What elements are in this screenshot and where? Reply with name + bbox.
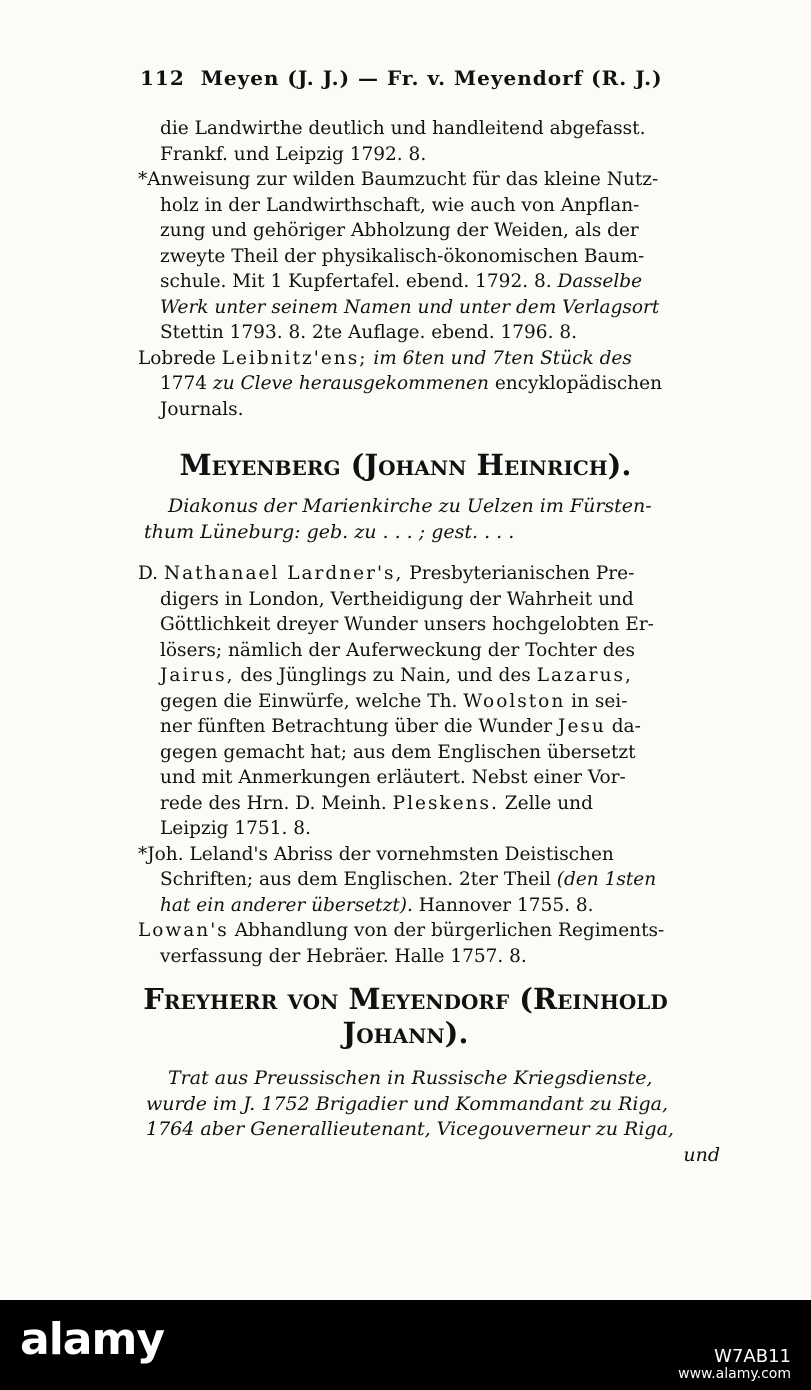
text-line: Leipzig 1751. 8. xyxy=(160,818,311,839)
text-line xyxy=(138,371,738,397)
italic-fragment: Dasselbe xyxy=(557,271,643,292)
spaced-name: Nathanael Lardner's, xyxy=(163,563,404,584)
italic-fragment: zu Cleve herausgekommenen xyxy=(212,373,489,394)
text-fragment: rede des Hrn. D. Meinh. xyxy=(160,792,387,814)
text-fragment: encyklopädischen xyxy=(494,373,663,394)
text-line: verfassung der Hebräer. Halle 1757. 8. xyxy=(160,945,527,967)
text-fragment: Abhandlung von der bürgerlichen Regiments- xyxy=(234,920,665,941)
bio-line: Diakonus der Marienkirche zu Uelzen im Fürsten- xyxy=(168,495,652,517)
text-fragment: Hannover 1755. 8. xyxy=(418,894,594,916)
text-fragment: Presbyterianischen Pre- xyxy=(409,563,635,584)
text-line xyxy=(138,689,738,715)
text-line: Journals. xyxy=(160,398,244,420)
text-line: *Joh. Leland's Abriss der vornehmsten Deistischen xyxy=(138,843,614,865)
spaced-name: Pleskens. xyxy=(392,792,499,814)
meyen-entry xyxy=(138,116,738,422)
image-id: W7AB11 xyxy=(714,1346,791,1367)
text-line xyxy=(138,918,738,944)
section-heading-meyendorf-line1: Freyherr von Meyendorf (Reinhold xyxy=(143,982,668,1016)
text-line: digers in London, Vertheidigung der Wahrheit und xyxy=(160,588,634,610)
italic-fragment: (den 1sten xyxy=(556,869,657,890)
bio-line: Trat aus Preussischen in Russische Kriegsdienste, xyxy=(168,1067,653,1089)
meyendorf-bio xyxy=(146,1066,728,1168)
text-line: Göttlichkeit dreyer Wunder unsers hochgelobten Er- xyxy=(160,614,654,635)
text-fragment: des Jünglings zu Nain, und des xyxy=(240,665,531,686)
text-line: zung und gehöriger Abholzung der Weiden, als der xyxy=(160,220,639,241)
spaced-name: Leibnitz'ens; xyxy=(221,347,368,369)
text-line: gegen gemacht hat; aus dem Englischen übersetzt xyxy=(160,741,636,763)
text-line xyxy=(138,269,738,295)
italic-fragment: hat ein anderer übersetzt). xyxy=(160,894,413,916)
text-line: die Landwirthe deutlich und handleitend abgefasst. xyxy=(160,118,646,139)
text-line xyxy=(138,561,738,587)
text-fragment: Lobrede xyxy=(138,347,216,369)
alamy-logo: alamy xyxy=(20,1314,164,1365)
text-fragment: Zelle und xyxy=(504,792,593,814)
spaced-name: Woolston xyxy=(463,690,566,712)
section-heading-meyendorf-line2: Johann). xyxy=(342,1016,469,1050)
text-fragment: da- xyxy=(611,716,641,737)
text-line: holz in der Landwirthschaft, wie auch von Anpflan- xyxy=(160,194,640,216)
text-fragment: gegen die Einwürfe, welche Th. xyxy=(160,690,458,712)
italic-fragment: im 6ten und 7ten Stück des xyxy=(373,347,632,369)
section-heading-meyenberg: Meyenberg (Johann Heinrich). xyxy=(179,448,632,482)
running-title: Meyen (J. J.) — Fr. v. Meyendorf (R. J.) xyxy=(200,66,663,90)
text-line xyxy=(138,663,738,689)
text-line xyxy=(138,867,738,893)
site-url: www.alamy.com xyxy=(678,1366,791,1382)
spaced-name: Lazarus, xyxy=(536,665,633,686)
bio-line: wurde im J. 1752 Brigadier und Kommandant zu Riga, xyxy=(146,1092,668,1115)
text-line: lösers; nämlich der Auferweckung der Tochter des xyxy=(160,639,635,661)
text-fragment: schule. Mit 1 Kupfertafel. ebend. 1792. 8. xyxy=(160,271,552,292)
text-line xyxy=(138,893,738,919)
text-line: Stettin 1793. 8. 2te Auflage. ebend. 1796. 8. xyxy=(160,322,577,343)
text-fragment: in sei- xyxy=(571,690,628,712)
stock-watermark-bar xyxy=(0,1300,811,1390)
text-fragment: Schriften; aus dem Englischen. 2ter Theil xyxy=(160,869,551,890)
text-line xyxy=(138,714,738,740)
catchword: und xyxy=(683,1143,720,1166)
spaced-name: Jesu xyxy=(558,716,606,737)
text-line: und mit Anmerkungen erläutert. Nebst einer Vor- xyxy=(160,767,626,788)
text-line: zweyte Theil der physikalisch-ökonomischen Baum- xyxy=(160,245,645,267)
text-line xyxy=(138,346,738,372)
text-fragment: 1774 xyxy=(160,373,208,394)
bio-line: 1764 aber Generallieutenant, Vicegouverneur zu Riga, xyxy=(146,1118,674,1140)
text-line: Werk unter seinem Namen und unter dem Verlagsort xyxy=(160,296,660,318)
spaced-name: Jairus, xyxy=(160,665,235,686)
bio-line: thum Lüneburg: geb. zu . . . ; gest. . . . xyxy=(144,520,515,543)
spaced-name: Lowan's xyxy=(138,920,229,941)
text-line xyxy=(138,791,738,817)
meyenberg-entry xyxy=(138,561,738,969)
text-fragment: ner fünften Betrachtung über die Wunder xyxy=(160,716,553,737)
running-header xyxy=(140,66,740,90)
text-line: Frankf. und Leipzig 1792. 8. xyxy=(160,143,427,165)
meyenberg-bio xyxy=(144,494,728,545)
text-line: *Anweisung zur wilden Baumzucht für das kleine Nutz- xyxy=(138,169,659,190)
page-number: 112 xyxy=(140,66,185,90)
text-fragment: D. xyxy=(138,563,159,584)
